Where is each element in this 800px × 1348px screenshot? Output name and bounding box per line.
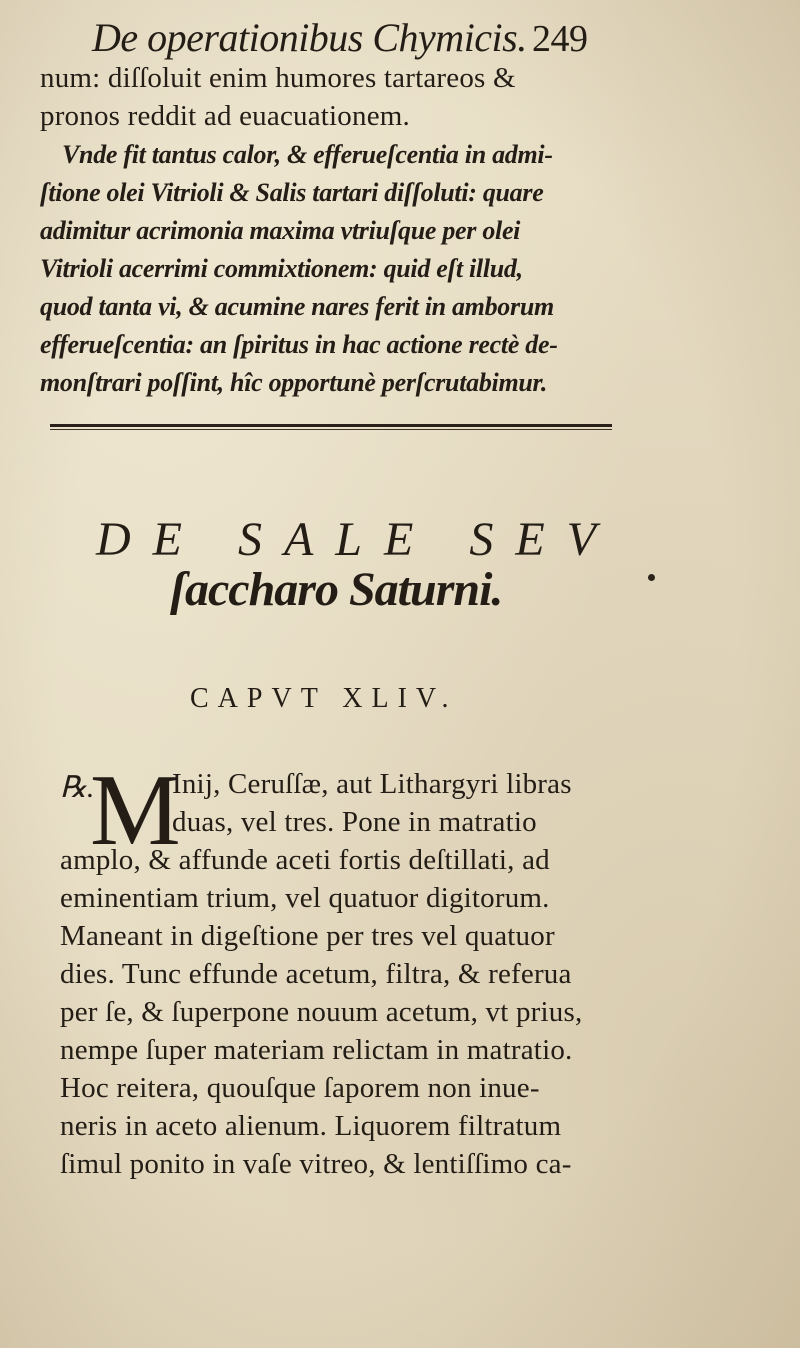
- ink-speck: [648, 574, 655, 581]
- text-line: ſtione olei Vitrioli & Salis tartari diſſoluti: quare: [40, 178, 544, 207]
- text-line: Maneant in digeſtione per tres vel quatuor: [60, 920, 555, 952]
- page-number: 249: [532, 18, 588, 60]
- text-line: neris in aceto alienum. Liquorem filtratum: [60, 1110, 562, 1142]
- text-line: Inij, Ceruſſæ, aut Lithargyri libras: [172, 768, 572, 800]
- text-line: dies. Tunc effunde acetum, filtra, & referua: [60, 958, 572, 990]
- running-title: De operationibus Chymicis.: [92, 15, 527, 60]
- text-line: quod tanta vi, & acumine nares ferit in amborum: [40, 292, 554, 321]
- recipe-symbol: ℞.: [60, 771, 95, 804]
- section-divider-thin: [50, 429, 612, 430]
- section-subtitle: ſaccharo Saturni.: [170, 563, 503, 616]
- text-line: pronos reddit ad euacuationem.: [40, 100, 410, 132]
- text-line: num: diſſoluit enim humores tartareos &: [40, 62, 516, 94]
- section-title: DE SALE SEV: [96, 513, 618, 566]
- text-line: ſimul ponito in vaſe vitreo, & lentiſſimo ca-: [60, 1148, 572, 1180]
- text-line: Vitrioli acerrimi commixtionem: quid eſt illud,: [40, 254, 523, 283]
- text-line: Hoc reitera, quouſque ſaporem non inue-: [60, 1072, 540, 1104]
- text-line: monſtrari poſſint, hîc opportunè perſcrutabimur.: [40, 368, 548, 397]
- text-line: Vnde fit tantus calor, & efferueſcentia in admi-: [62, 140, 553, 169]
- text-line: duas, vel tres. Pone in matratio: [172, 806, 537, 838]
- drop-cap: M: [90, 754, 181, 867]
- text-line: adimitur acrimonia maxima vtriuſque per olei: [40, 216, 521, 245]
- text-line: efferueſcentia: an ſpiritus in hac actione rectè de-: [40, 330, 558, 359]
- chapter-heading: CAPVT XLIV.: [190, 683, 458, 714]
- text-line: amplo, & affunde aceti fortis deſtillati, ad: [60, 844, 550, 876]
- text-line: nempe ſuper materiam relictam in matratio.: [60, 1034, 573, 1066]
- section-divider: [50, 424, 612, 427]
- text-line: eminentiam trium, vel quatuor digitorum.: [60, 882, 550, 914]
- text-line: per ſe, & ſuperpone nouum acetum, vt prius,: [60, 996, 583, 1028]
